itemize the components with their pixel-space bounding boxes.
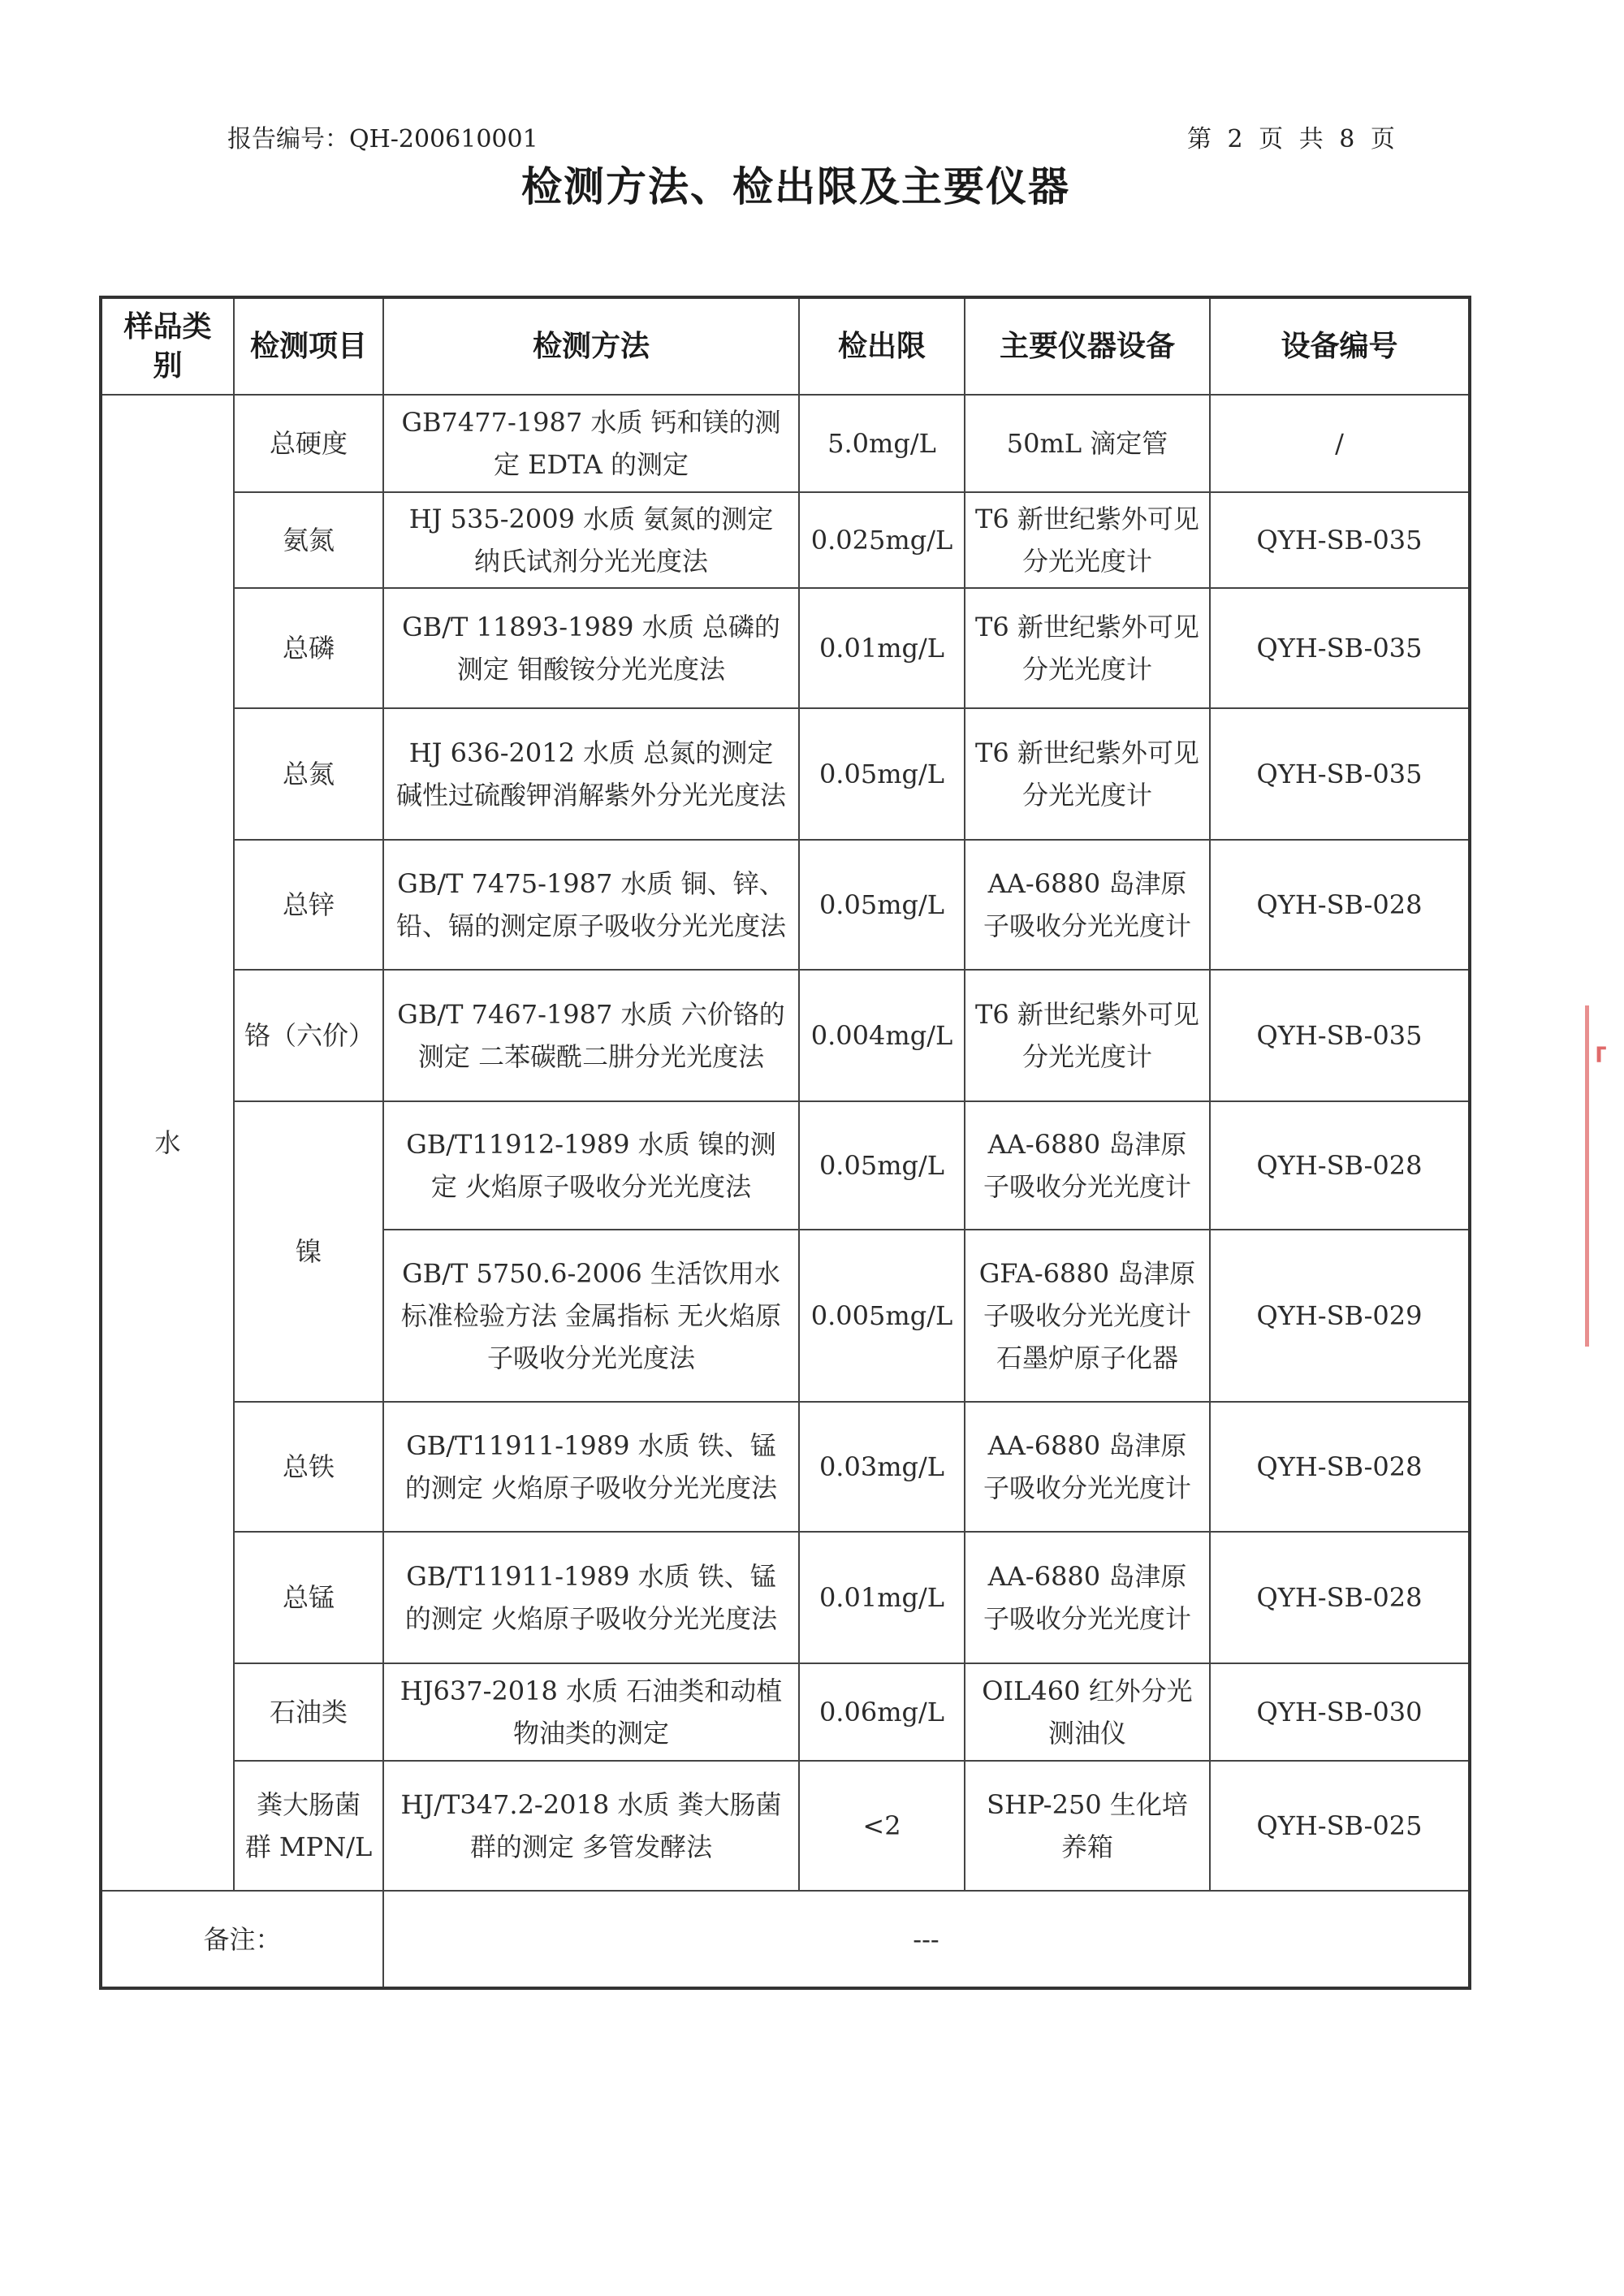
methods-table (99, 296, 1471, 1990)
instrument-cell: T6 新世纪紫外可见分光光度计 (965, 970, 1210, 1101)
limit-cell: 0.004mg/L (799, 970, 965, 1101)
instrument-cell: GFA-6880 岛津原子吸收分光光度计 石墨炉原子化器 (965, 1230, 1210, 1402)
table-header-row (101, 297, 1470, 395)
item-cell: 总硬度 (234, 395, 383, 492)
sample-type-cell: 水 (101, 395, 234, 1891)
method-cell: GB/T 11893-1989 水质 总磷的测定 钼酸铵分光光度法 (383, 588, 799, 708)
code-cell: QYH-SB-035 (1210, 970, 1470, 1101)
remarks-row (101, 1891, 1470, 1988)
limit-cell: 0.01mg/L (799, 1532, 965, 1663)
limit-cell: 0.01mg/L (799, 588, 965, 708)
instrument-cell: OIL460 红外分光测油仪 (965, 1663, 1210, 1761)
instrument-cell: AA-6880 岛津原子吸收分光光度计 (965, 840, 1210, 970)
method-cell: HJ 636-2012 水质 总氮的测定 碱性过硫酸钾消解紫外分光光度法 (383, 708, 799, 840)
limit-cell: 0.05mg/L (799, 1101, 965, 1230)
item-cell: 总氮 (234, 708, 383, 840)
instrument-cell: T6 新世纪紫外可见分光光度计 (965, 588, 1210, 708)
method-cell: HJ637-2018 水质 石油类和动植物油类的测定 (383, 1663, 799, 1761)
method-cell: GB/T 5750.6-2006 生活饮用水标准检验方法 金属指标 无火焰原子吸收分光光度法 (383, 1230, 799, 1402)
method-cell: GB/T11911-1989 水质 铁、锰的测定 火焰原子吸收分光光度法 (383, 1532, 799, 1663)
method-cell: GB/T11912-1989 水质 镍的测定 火焰原子吸收分光光度法 (383, 1101, 799, 1230)
table-row (101, 1663, 1470, 1761)
code-cell: QYH-SB-035 (1210, 492, 1470, 588)
item-cell: 总铁 (234, 1402, 383, 1532)
seal-stamp-fragment: ⸢ (1593, 1040, 1611, 1091)
report-number: 报告编号：QH-200610001 (227, 125, 538, 153)
table-row (101, 1101, 1470, 1230)
code-cell: QYH-SB-029 (1210, 1230, 1470, 1402)
limit-cell: 0.005mg/L (799, 1230, 965, 1402)
col-header-item: 检测项目 (234, 297, 383, 395)
item-cell: 粪大肠菌群 MPN/L (234, 1761, 383, 1891)
method-cell: GB/T 7467-1987 水质 六价铬的测定 二苯碳酰二肼分光光度法 (383, 970, 799, 1101)
table-row (101, 1402, 1470, 1532)
item-cell: 石油类 (234, 1663, 383, 1761)
method-cell: GB7477-1987 水质 钙和镁的测定 EDTA 的测定 (383, 395, 799, 492)
limit-cell: 0.06mg/L (799, 1663, 965, 1761)
col-header-equipment-code: 设备编号 (1210, 297, 1470, 395)
code-cell: QYH-SB-035 (1210, 588, 1470, 708)
instrument-cell: 50mL 滴定管 (965, 395, 1210, 492)
col-header-instrument: 主要仪器设备 (965, 297, 1210, 395)
page-indicator: 第 2 页 共 8 页 (1187, 125, 1395, 153)
code-cell: QYH-SB-035 (1210, 708, 1470, 840)
item-cell: 镍 (234, 1101, 383, 1402)
item-cell: 氨氮 (234, 492, 383, 588)
code-cell: / (1210, 395, 1470, 492)
method-cell: HJ/T347.2-2018 水质 粪大肠菌群的测定 多管发酵法 (383, 1761, 799, 1891)
col-header-sample-type: 样品类别 (101, 297, 234, 395)
table-row (101, 395, 1470, 492)
remarks-value: --- (383, 1891, 1470, 1988)
item-cell: 总锰 (234, 1532, 383, 1663)
code-cell: QYH-SB-028 (1210, 840, 1470, 970)
item-cell: 总锌 (234, 840, 383, 970)
item-cell: 总磷 (234, 588, 383, 708)
code-cell: QYH-SB-028 (1210, 1402, 1470, 1532)
method-cell: GB/T 7475-1987 水质 铜、锌、铅、镉的测定原子吸收分光光度法 (383, 840, 799, 970)
code-cell: QYH-SB-025 (1210, 1761, 1470, 1891)
instrument-cell: AA-6880 岛津原子吸收分光光度计 (965, 1402, 1210, 1532)
instrument-cell: SHP-250 生化培养箱 (965, 1761, 1210, 1891)
code-cell: QYH-SB-028 (1210, 1101, 1470, 1230)
table-row (101, 1532, 1470, 1663)
page-title: 检测方法、检出限及主要仪器 (521, 163, 1070, 210)
instrument-cell: T6 新世纪紫外可见分光光度计 (965, 492, 1210, 588)
limit-cell: 0.05mg/L (799, 708, 965, 840)
limit-cell: 5.0mg/L (799, 395, 965, 492)
instrument-cell: AA-6880 岛津原子吸收分光光度计 (965, 1532, 1210, 1663)
limit-cell: 0.05mg/L (799, 840, 965, 970)
col-header-method: 检测方法 (383, 297, 799, 395)
table-row (101, 588, 1470, 708)
table-row (101, 492, 1470, 588)
limit-cell: <2 (799, 1761, 965, 1891)
table-row (101, 970, 1470, 1101)
limit-cell: 0.025mg/L (799, 492, 965, 588)
instrument-cell: T6 新世纪紫外可见分光光度计 (965, 708, 1210, 840)
item-cell: 铬（六价） (234, 970, 383, 1101)
table-row (101, 708, 1470, 840)
method-cell: HJ 535-2009 水质 氨氮的测定 纳氏试剂分光光度法 (383, 492, 799, 588)
code-cell: QYH-SB-028 (1210, 1532, 1470, 1663)
limit-cell: 0.03mg/L (799, 1402, 965, 1532)
remarks-label: 备注： (101, 1891, 383, 1988)
instrument-cell: AA-6880 岛津原子吸收分光光度计 (965, 1101, 1210, 1230)
col-header-limit: 检出限 (799, 297, 965, 395)
table-row (101, 1761, 1470, 1891)
method-cell: GB/T11911-1989 水质 铁、锰的测定 火焰原子吸收分光光度法 (383, 1402, 799, 1532)
code-cell: QYH-SB-030 (1210, 1663, 1470, 1761)
table-row (101, 840, 1470, 970)
